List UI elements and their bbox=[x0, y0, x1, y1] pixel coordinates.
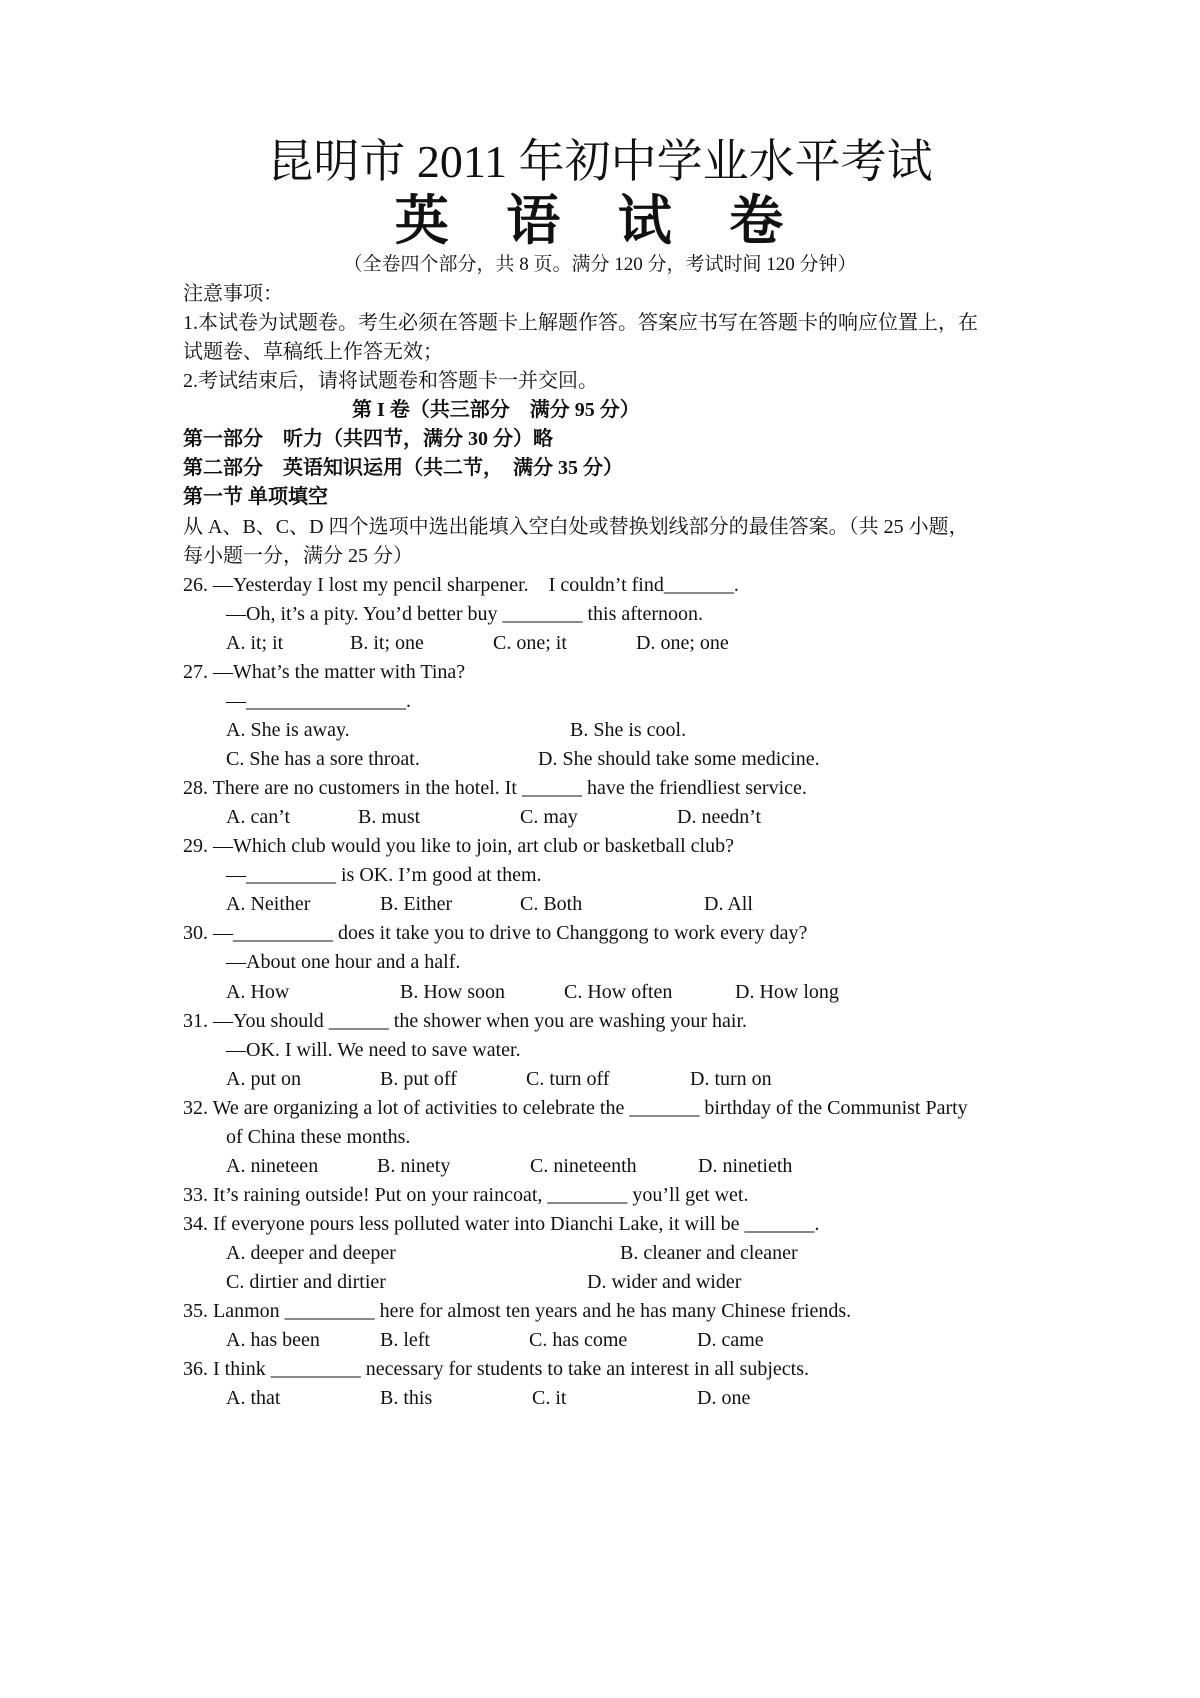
question-stem-cont: —About one hour and a half. bbox=[226, 951, 461, 973]
answer-option: A. can’t bbox=[226, 806, 291, 828]
answer-option: A. deeper and deeper bbox=[226, 1242, 396, 1264]
notice-item-2: 2.考试结束后，请将试题卷和答题卡一并交回。 bbox=[183, 370, 598, 392]
answer-option: C. it bbox=[532, 1387, 567, 1409]
question-stem: 26. —Yesterday I lost my pencil sharpener. I couldn’t find_______. bbox=[183, 574, 739, 596]
answer-option: D. How long bbox=[735, 981, 839, 1003]
answer-option: C. may bbox=[520, 806, 578, 828]
answer-option: A. it; it bbox=[226, 632, 284, 654]
answer-option: B. cleaner and cleaner bbox=[620, 1242, 798, 1264]
section-instructions-cont: 每小题一分，满分 25 分） bbox=[183, 545, 413, 567]
answer-option: C. nineteenth bbox=[530, 1155, 637, 1177]
answer-option: B. Either bbox=[380, 893, 453, 915]
question-stem: 27. —What’s the matter with Tina? bbox=[183, 661, 466, 683]
answer-option: D. one; one bbox=[636, 632, 729, 654]
answer-option: A. Neither bbox=[226, 893, 311, 915]
answer-option: B. left bbox=[380, 1329, 430, 1351]
answer-option: B. She is cool. bbox=[570, 719, 687, 741]
volume-heading: 第 I 卷（共三部分 满分 95 分） bbox=[352, 399, 640, 421]
notice-heading: 注意事项： bbox=[183, 283, 283, 305]
answer-option: B. must bbox=[358, 806, 421, 828]
exam-title: 昆明市 2011 年初中学业水平考试 bbox=[267, 136, 933, 187]
answer-option: B. How soon bbox=[400, 981, 506, 1003]
question-stem: 30. —__________ does it take you to drive to Changgong to work every day? bbox=[183, 922, 808, 944]
answer-option: A. She is away. bbox=[226, 719, 350, 741]
answer-option: D. wider and wider bbox=[587, 1271, 742, 1293]
answer-option: A. that bbox=[226, 1387, 281, 1409]
answer-option: C. has come bbox=[529, 1329, 628, 1351]
notice-item-1-cont: 试题卷、草稿纸上作答无效； bbox=[183, 341, 443, 363]
exam-subtitle: 英 语 试 卷 bbox=[394, 191, 806, 251]
question-stem-cont: —OK. I will. We need to save water. bbox=[226, 1039, 521, 1061]
answer-option: A. put on bbox=[226, 1068, 301, 1090]
question-stem: 31. —You should ______ the shower when you are washing your hair. bbox=[183, 1010, 748, 1032]
answer-option: B. ninety bbox=[377, 1155, 451, 1177]
answer-option: C. turn off bbox=[526, 1068, 610, 1090]
question-stem: 29. —Which club would you like to join, art club or basketball club? bbox=[183, 835, 734, 857]
question-stem: 33. It’s raining outside! Put on your raincoat, ________ you’ll get wet. bbox=[183, 1184, 749, 1206]
answer-option: C. She has a sore throat. bbox=[226, 748, 420, 770]
answer-option: D. turn on bbox=[690, 1068, 772, 1090]
question-stem-cont: —_________ is OK. I’m good at them. bbox=[226, 864, 542, 886]
answer-option: D. All bbox=[704, 893, 753, 915]
answer-option: C. one; it bbox=[493, 632, 567, 654]
question-stem-cont: of China these months. bbox=[226, 1126, 411, 1148]
answer-option: B. this bbox=[380, 1387, 433, 1409]
answer-option: D. came bbox=[697, 1329, 764, 1351]
question-stem: 36. I think _________ necessary for students to take an interest in all subjects. bbox=[183, 1358, 809, 1380]
question-stem: 32. We are organizing a lot of activities to celebrate the _______ birthday of the Communist Party bbox=[183, 1097, 968, 1119]
question-stem: 35. Lanmon _________ here for almost ten years and he has many Chinese friends. bbox=[183, 1300, 852, 1322]
answer-option: D. She should take some medicine. bbox=[538, 748, 820, 770]
part2-heading: 第二部分 英语知识运用（共二节， 满分 35 分） bbox=[183, 457, 623, 479]
section-instructions: 从 A、B、C、D 四个选项中选出能填入空白处或替换划线部分的最佳答案。（共 25 小题， bbox=[183, 516, 969, 538]
question-stem-cont: —Oh, it’s a pity. You’d better buy ________ this afternoon. bbox=[226, 603, 704, 625]
part1-heading: 第一部分 听力（共四节，满分 30 分）略 bbox=[183, 428, 553, 450]
question-stem: 34. If everyone pours less polluted water into Dianchi Lake, it will be _______. bbox=[183, 1213, 820, 1235]
answer-option: D. ninetieth bbox=[698, 1155, 793, 1177]
answer-option: B. put off bbox=[380, 1068, 457, 1090]
section1-heading: 第一节 单项填空 bbox=[183, 486, 328, 508]
exam-info: （全卷四个部分，共 8 页。满分 120 分，考试时间 120 分钟） bbox=[343, 254, 857, 275]
answer-option: D. one bbox=[697, 1387, 751, 1409]
question-stem: 28. There are no customers in the hotel. It ______ have the friendliest service. bbox=[183, 777, 807, 799]
answer-option: C. dirtier and dirtier bbox=[226, 1271, 386, 1293]
answer-option: C. Both bbox=[520, 893, 583, 915]
answer-option: B. it; one bbox=[350, 632, 424, 654]
question-stem-cont: —________________. bbox=[226, 690, 411, 712]
answer-option: A. How bbox=[226, 981, 290, 1003]
answer-option: A. has been bbox=[226, 1329, 320, 1351]
notice-item-1: 1.本试卷为试题卷。考生必须在答题卡上解题作答。答案应书写在答题卡的响应位置上，在 bbox=[183, 312, 978, 334]
answer-option: D. needn’t bbox=[677, 806, 762, 828]
answer-option: C. How often bbox=[564, 981, 673, 1003]
answer-option: A. nineteen bbox=[226, 1155, 319, 1177]
